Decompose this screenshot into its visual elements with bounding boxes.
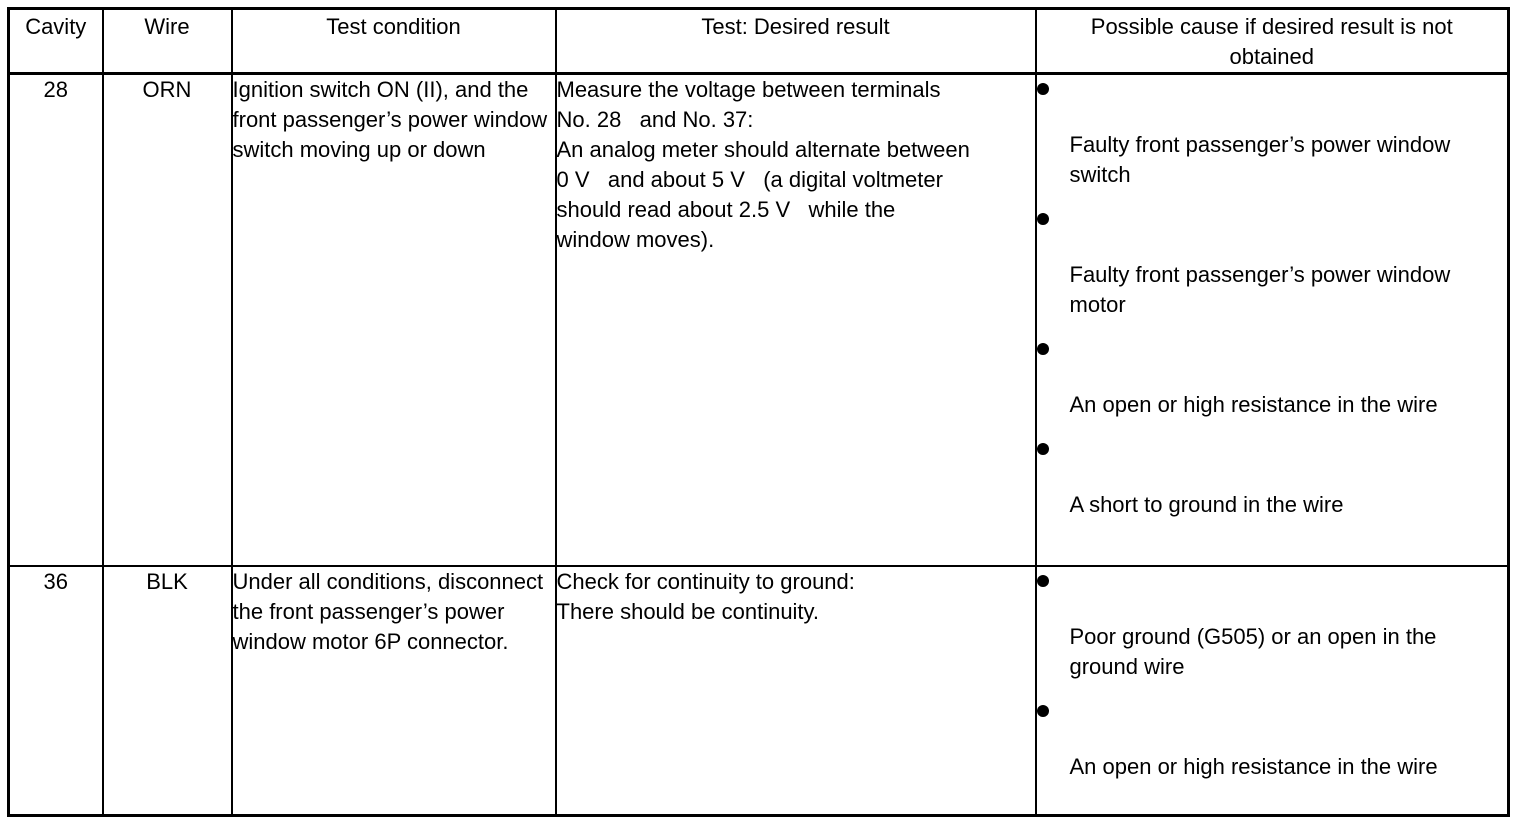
result-line: should read about 2.5 V while the xyxy=(556,197,896,222)
cavity-cell: 36 xyxy=(9,566,103,816)
header-row xyxy=(9,9,1509,74)
desired-result-cell xyxy=(556,74,1036,566)
cause-text: Faulty front passenger’s power window motor xyxy=(1069,262,1451,317)
possible-cause-cell xyxy=(1036,566,1509,816)
result-line: Measure the voltage between terminals xyxy=(556,77,941,102)
test-condition-cell: Under all conditions, disconnect the front passenger’s power window motor 6P connector. xyxy=(232,566,556,816)
test-condition-cell: Ignition switch ON (II), and the front passenger’s power window switch moving up or down xyxy=(232,74,556,566)
result-line: 0 V and about 5 V (a digital voltmeter xyxy=(556,167,943,192)
header-possible-cause: Possible cause if desired result is not obtained xyxy=(1036,9,1509,74)
list-item xyxy=(1037,567,1508,682)
connector-test-table xyxy=(7,7,1510,817)
result-line: No. 28 and No. 37: xyxy=(556,107,754,132)
desired-result-cell xyxy=(556,566,1036,816)
result-line: There should be continuity. xyxy=(556,598,820,624)
header-desired-result: Test: Desired result xyxy=(556,9,1036,74)
cause-text: An open or high resistance in the wire xyxy=(1069,753,1438,779)
result-line: An analog meter should alternate between xyxy=(556,137,970,162)
possible-cause-cell xyxy=(1036,74,1509,566)
list-item xyxy=(1037,435,1508,520)
header-cavity: Cavity xyxy=(9,9,103,74)
list-item xyxy=(1037,75,1508,190)
list-item xyxy=(1037,697,1508,782)
result-line: window moves). xyxy=(556,227,715,252)
cause-text: A short to ground in the wire xyxy=(1069,492,1344,517)
cause-text: Poor ground (G505) or an open in the ground wire xyxy=(1069,623,1437,679)
bullet-icon xyxy=(1037,697,1508,727)
wire-cell: ORN xyxy=(103,74,232,566)
cause-text: Faulty front passenger’s power window switch xyxy=(1069,132,1451,187)
wire-cell: BLK xyxy=(103,566,232,816)
bullet-icon xyxy=(1037,435,1508,465)
header-test-condition: Test condition xyxy=(232,9,556,74)
bullet-icon xyxy=(1037,75,1508,105)
cause-text: An open or high resistance in the wire xyxy=(1069,392,1438,417)
table-row xyxy=(9,74,1509,566)
list-item xyxy=(1037,205,1508,320)
cavity-cell: 28 xyxy=(9,74,103,566)
list-item xyxy=(1037,335,1508,420)
bullet-icon xyxy=(1037,335,1508,365)
bullet-icon xyxy=(1037,205,1508,235)
table-row xyxy=(9,566,1509,816)
bullet-icon xyxy=(1037,567,1508,597)
result-line: Check for continuity to ground: xyxy=(556,568,855,594)
header-wire: Wire xyxy=(103,9,232,74)
